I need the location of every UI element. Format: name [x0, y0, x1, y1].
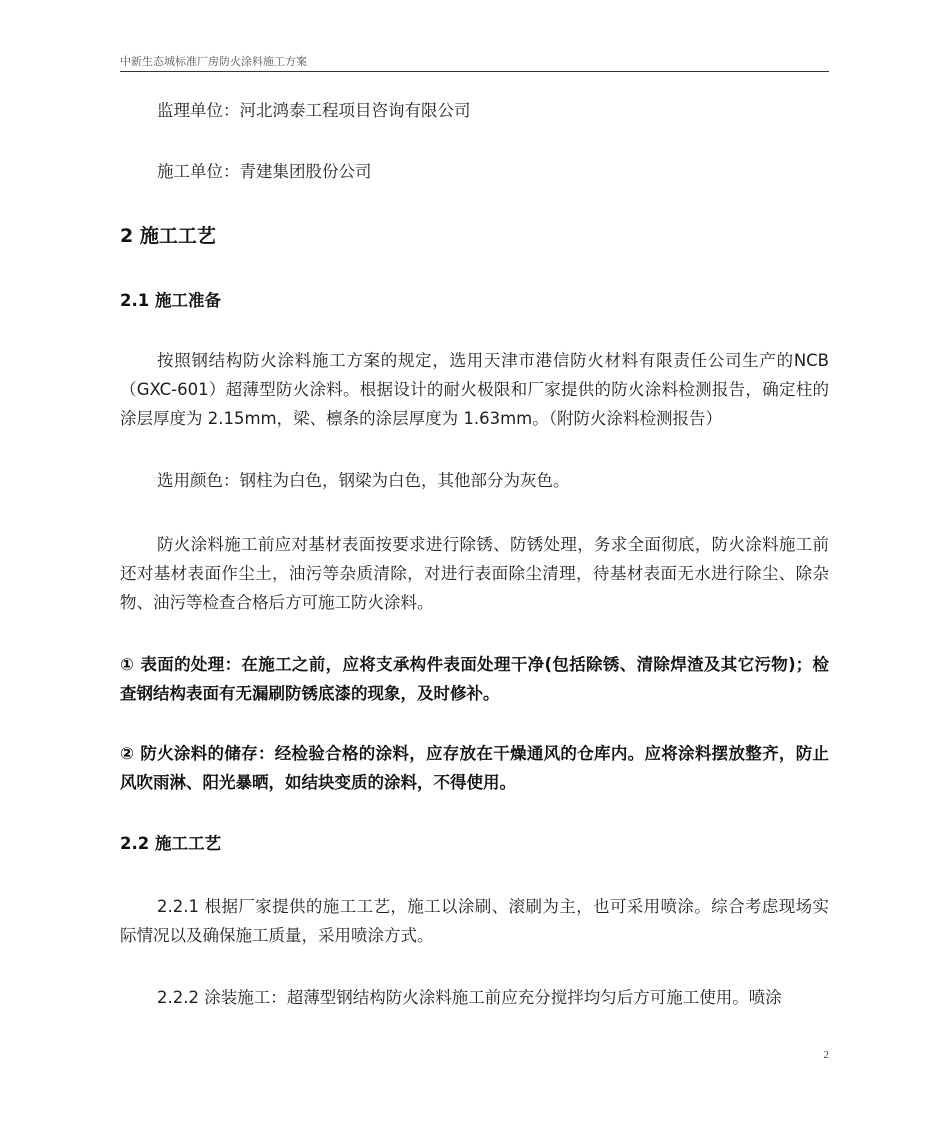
item-surface-processing: ① 表面的处理：在施工之前，应将支承构件表面处理干净(包括除锈、清除焊渣及其它污物)；检查钢结构表面有无漏刷防锈底漆的现象，及时修补。 [120, 655, 829, 703]
paragraph-2-2-2: 2.2.2 涂装施工：超薄型钢结构防火涂料施工前应充分搅拌均匀后方可施工使用。喷涂 [157, 988, 782, 1007]
section-2-1-heading: 2.1 施工准备 [120, 291, 221, 310]
item-coating-storage: ② 防火涂料的储存：经检验合格的涂料，应存放在干燥通风的仓库内。应将涂料摆放整齐，防止风吹雨淋、阳光暴晒，如结块变质的涂料，不得使用。 [120, 744, 829, 792]
construction-unit: 施工单位：青建集团股份公司 [157, 162, 372, 181]
paragraph-surface-treatment: 防火涂料施工前应对基材表面按要求进行除锈、防锈处理，务求全面彻底，防火涂料施工前还对基材表面作尘土，油污等杂质清除，对进行表面除尘清理，待基材表面无水进行除尘、除杂物、油污等检查合格后方可施工防火涂料。 [120, 535, 829, 612]
header-rule [120, 71, 829, 72]
section-2-heading: 2 施工工艺 [120, 225, 216, 247]
paragraph-color: 选用颜色：钢柱为白色，钢梁为白色，其他部分为灰色。 [157, 471, 570, 490]
paragraph-2-2-1: 2.2.1 根据厂家提供的施工工艺，施工以涂刷、滚刷为主，也可采用喷涂。综合考虑现场实际情况以及确保施工质量，采用喷涂方式。 [120, 897, 829, 945]
supervision-unit: 监理单位：河北鸿泰工程项目咨询有限公司 [157, 101, 471, 120]
paragraph-preparation: 按照钢结构防火涂料施工方案的规定，选用天津市港信防火材料有限责任公司生产的NCB（GXC-601）超薄型防火涂料。根据设计的耐火极限和厂家提供的防火涂料检测报告，确定柱的涂层厚度为 2.15mm，梁、檩条的涂层厚度为 1.63mm。（附防火涂料检测报告） [120, 351, 829, 428]
running-header: 中新生态城标准厂房防火涂料施工方案 [120, 56, 307, 68]
page-number: 2 [823, 1049, 829, 1061]
section-2-2-heading: 2.2 施工工艺 [120, 834, 221, 853]
